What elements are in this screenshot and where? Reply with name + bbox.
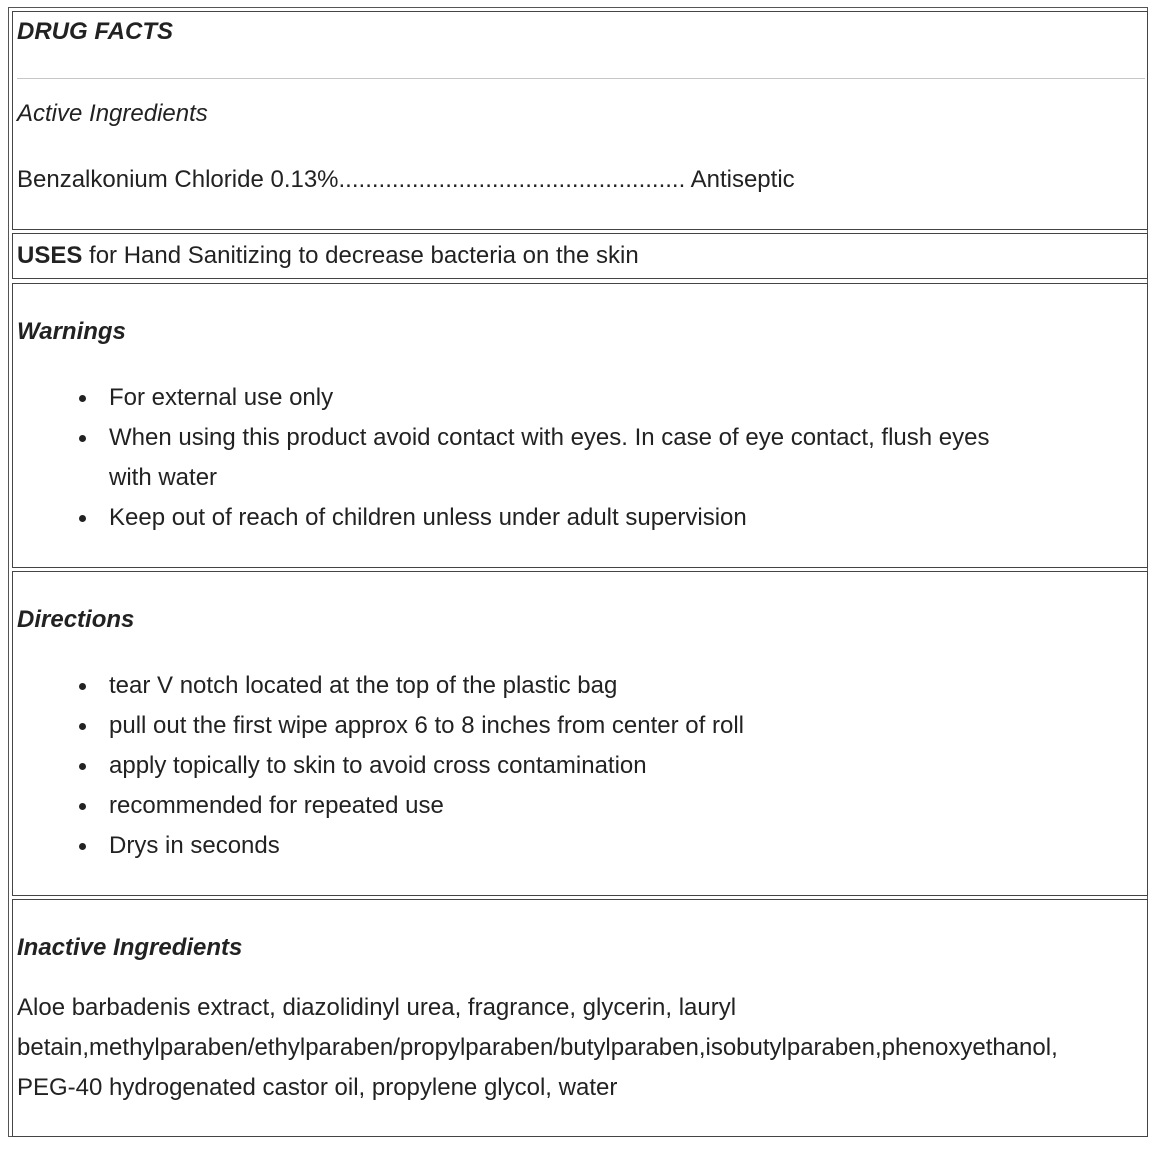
list-item: When using this product avoid contact with eyes. In case of eye contact, flush eyes — [13, 418, 989, 458]
warnings-list — [13, 378, 989, 538]
bullet-icon — [79, 515, 86, 522]
list-item: Keep out of reach of children unless under adult supervision — [13, 498, 989, 538]
warnings-section — [12, 283, 1148, 568]
bullet-icon — [79, 843, 86, 850]
list-item-continuation: with water — [109, 464, 218, 491]
bullet-icon — [79, 395, 86, 402]
active-ingredients-heading: Active Ingredients — [17, 100, 208, 127]
inactive-ingredients-section — [12, 899, 1148, 1137]
inactive-ingredients-heading: Inactive Ingredients — [17, 934, 243, 961]
directions-heading: Directions — [17, 606, 135, 633]
uses-text: for Hand Sanitizing to decrease bacteria on the skin — [82, 242, 639, 269]
list-item: pull out the first wipe approx 6 to 8 inches from center of roll — [13, 706, 744, 746]
bullet-icon — [79, 803, 86, 810]
title-divider — [17, 78, 1145, 79]
warnings-heading: Warnings — [17, 318, 126, 345]
list-item: For external use only — [13, 378, 989, 418]
bullet-icon — [79, 763, 86, 770]
active-ingredients-section — [12, 11, 1148, 230]
directions-section — [12, 571, 1148, 896]
uses-line — [17, 236, 639, 276]
list-item: apply topically to skin to avoid cross contamination — [13, 746, 744, 786]
list-item: Drys in seconds — [13, 826, 744, 866]
active-ingredient-line: Benzalkonium Chloride 0.13%.................................................... Antiseptic — [17, 166, 795, 193]
directions-list — [13, 666, 744, 866]
uses-label: USES — [17, 242, 83, 269]
drug-facts-title: DRUG FACTS — [17, 18, 173, 45]
inactive-ingredients-line-2: betain,methylparaben/ethylparaben/propylparaben/butylparaben,isobutylparaben,phenoxyethanol, — [17, 1034, 1058, 1061]
uses-section — [12, 233, 1148, 279]
inactive-ingredients-line-1: Aloe barbadenis extract, diazolidinyl urea, fragrance, glycerin, lauryl — [17, 994, 737, 1021]
list-item: tear V notch located at the top of the plastic bag — [13, 666, 744, 706]
bullet-icon — [79, 723, 86, 730]
inactive-ingredients-line-3: PEG-40 hydrogenated castor oil, propylene glycol, water — [17, 1074, 618, 1101]
bullet-icon — [79, 435, 86, 442]
bullet-icon — [79, 683, 86, 690]
list-item: recommended for repeated use — [13, 786, 744, 826]
